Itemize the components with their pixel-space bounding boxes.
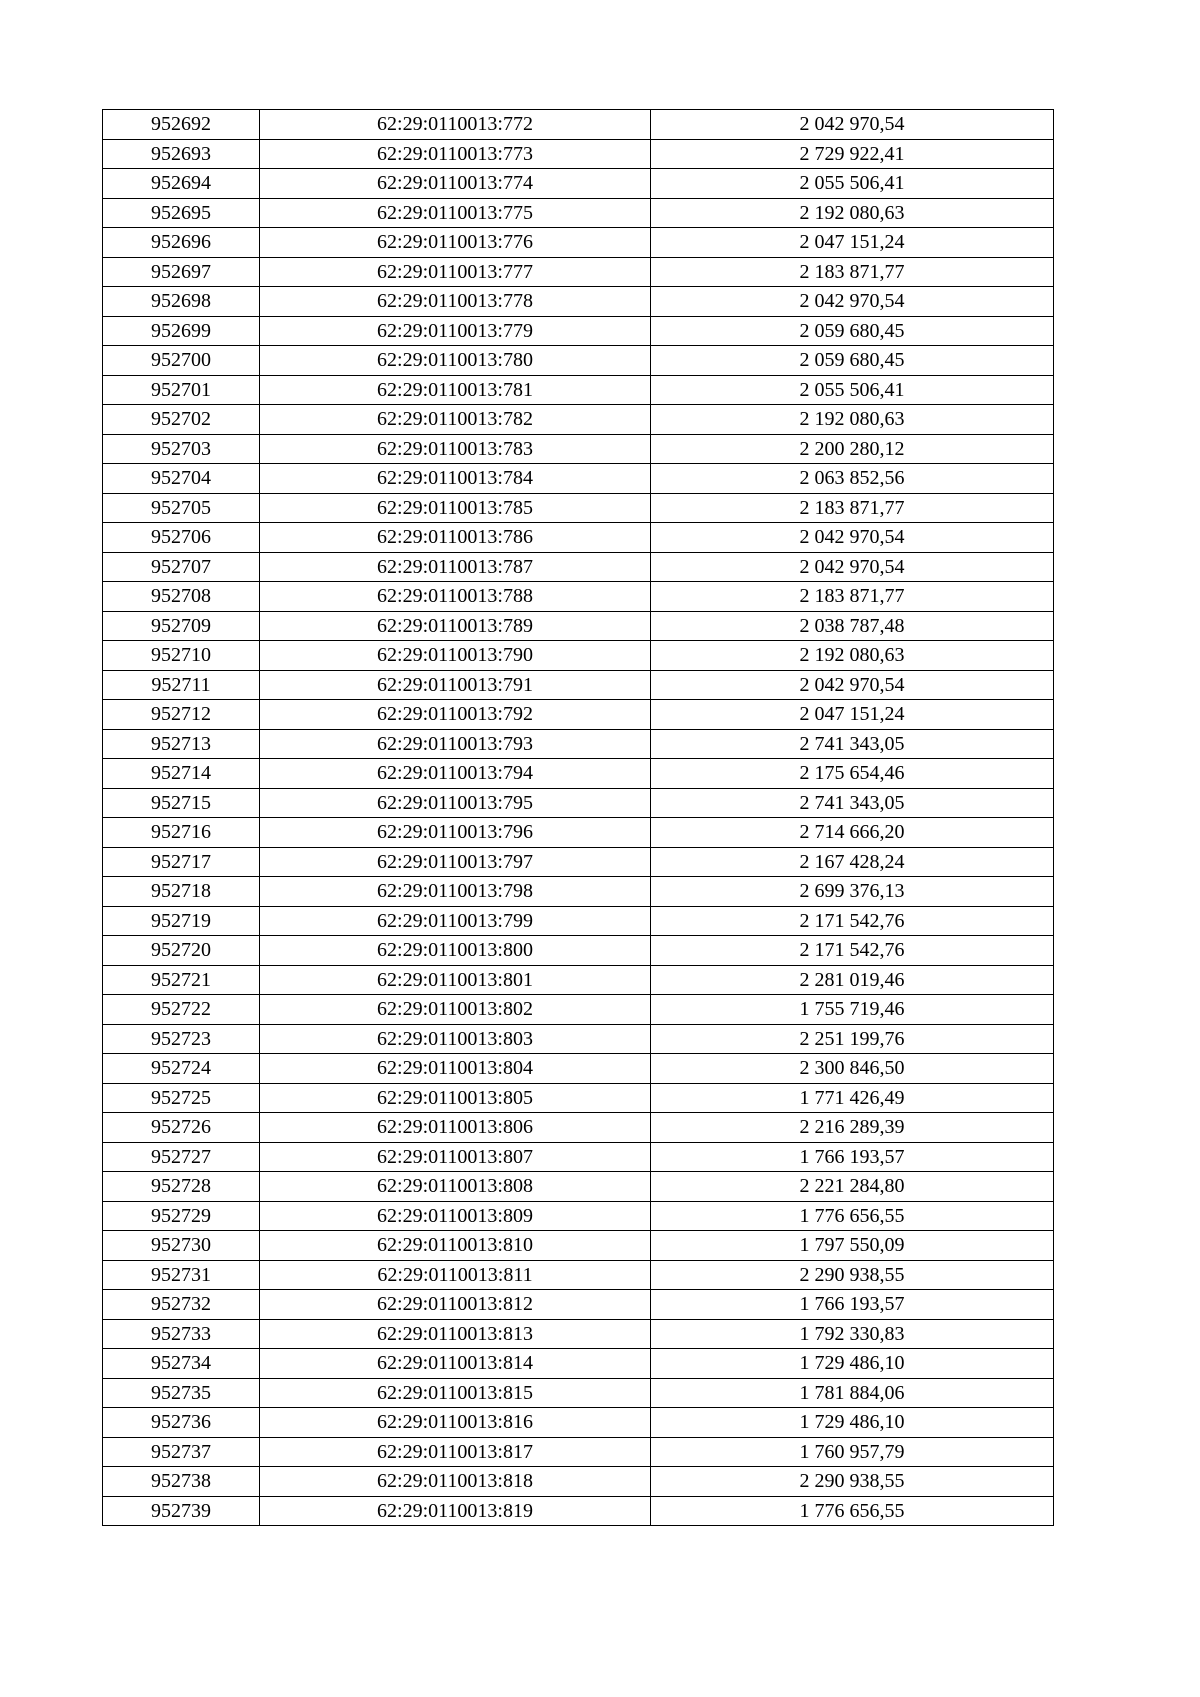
cadastral-value-cell: 1 776 656,55	[651, 1201, 1054, 1231]
cadastral-number-cell: 62:29:0110013:788	[260, 582, 651, 612]
table-row	[103, 1408, 1054, 1438]
row-number-cell: 952721	[103, 965, 260, 995]
table-row	[103, 670, 1054, 700]
table-row	[103, 1201, 1054, 1231]
table-row	[103, 818, 1054, 848]
table-row	[103, 405, 1054, 435]
row-number-cell: 952738	[103, 1467, 260, 1497]
row-number-cell: 952714	[103, 759, 260, 789]
cadastral-number-cell: 62:29:0110013:776	[260, 228, 651, 258]
cadastral-number-cell: 62:29:0110013:772	[260, 110, 651, 140]
cadastral-value-cell: 2 251 199,76	[651, 1024, 1054, 1054]
table-row	[103, 1083, 1054, 1113]
table-row	[103, 1349, 1054, 1379]
cadastral-value-cell: 2 171 542,76	[651, 906, 1054, 936]
cadastral-number-cell: 62:29:0110013:791	[260, 670, 651, 700]
cadastral-value-cell: 1 792 330,83	[651, 1319, 1054, 1349]
cadastral-number-cell: 62:29:0110013:806	[260, 1113, 651, 1143]
cadastral-number-cell: 62:29:0110013:787	[260, 552, 651, 582]
table-row	[103, 611, 1054, 641]
cadastral-number-cell: 62:29:0110013:804	[260, 1054, 651, 1084]
cadastral-value-cell: 2 741 343,05	[651, 729, 1054, 759]
table-row	[103, 1113, 1054, 1143]
row-number-cell: 952736	[103, 1408, 260, 1438]
row-number-cell: 952709	[103, 611, 260, 641]
cadastral-number-cell: 62:29:0110013:790	[260, 641, 651, 671]
row-number-cell: 952707	[103, 552, 260, 582]
table-row	[103, 995, 1054, 1025]
row-number-cell: 952693	[103, 139, 260, 169]
row-number-cell: 952697	[103, 257, 260, 287]
cadastral-value-cell: 2 183 871,77	[651, 582, 1054, 612]
table-row	[103, 257, 1054, 287]
row-number-cell: 952702	[103, 405, 260, 435]
table-row	[103, 169, 1054, 199]
cadastral-value-cell: 2 055 506,41	[651, 169, 1054, 199]
cadastral-value-cell: 1 729 486,10	[651, 1349, 1054, 1379]
row-number-cell: 952713	[103, 729, 260, 759]
cadastral-number-cell: 62:29:0110013:789	[260, 611, 651, 641]
row-number-cell: 952730	[103, 1231, 260, 1261]
cadastral-number-cell: 62:29:0110013:777	[260, 257, 651, 287]
table-row	[103, 523, 1054, 553]
cadastral-number-cell: 62:29:0110013:810	[260, 1231, 651, 1261]
table-row	[103, 1024, 1054, 1054]
cadastral-number-cell: 62:29:0110013:794	[260, 759, 651, 789]
cadastral-value-cell: 2 055 506,41	[651, 375, 1054, 405]
table-row	[103, 316, 1054, 346]
row-number-cell: 952733	[103, 1319, 260, 1349]
table-row	[103, 936, 1054, 966]
table-row	[103, 1467, 1054, 1497]
row-number-cell: 952704	[103, 464, 260, 494]
cadastral-number-cell: 62:29:0110013:784	[260, 464, 651, 494]
cadastral-value-cell: 2 042 970,54	[651, 552, 1054, 582]
cadastral-number-cell: 62:29:0110013:808	[260, 1172, 651, 1202]
cadastral-value-cell: 2 699 376,13	[651, 877, 1054, 907]
row-number-cell: 952710	[103, 641, 260, 671]
row-number-cell: 952705	[103, 493, 260, 523]
row-number-cell: 952701	[103, 375, 260, 405]
table-row	[103, 759, 1054, 789]
cadastral-value-cell: 2 300 846,50	[651, 1054, 1054, 1084]
table-row	[103, 906, 1054, 936]
table-row	[103, 788, 1054, 818]
cadastral-number-cell: 62:29:0110013:807	[260, 1142, 651, 1172]
table-row	[103, 582, 1054, 612]
cadastral-value-cell: 2 042 970,54	[651, 287, 1054, 317]
table-row	[103, 1378, 1054, 1408]
cadastral-value-cell: 2 059 680,45	[651, 316, 1054, 346]
cadastral-number-cell: 62:29:0110013:805	[260, 1083, 651, 1113]
table-row	[103, 464, 1054, 494]
table-row	[103, 287, 1054, 317]
cadastral-value-cell: 1 797 550,09	[651, 1231, 1054, 1261]
table-row	[103, 493, 1054, 523]
row-number-cell: 952720	[103, 936, 260, 966]
table-row	[103, 139, 1054, 169]
table-row	[103, 877, 1054, 907]
table-row	[103, 375, 1054, 405]
cadastral-number-cell: 62:29:0110013:795	[260, 788, 651, 818]
cadastral-number-cell: 62:29:0110013:803	[260, 1024, 651, 1054]
table-row	[103, 228, 1054, 258]
table-row	[103, 641, 1054, 671]
cadastral-number-cell: 62:29:0110013:798	[260, 877, 651, 907]
cadastral-number-cell: 62:29:0110013:816	[260, 1408, 651, 1438]
row-number-cell: 952708	[103, 582, 260, 612]
row-number-cell: 952698	[103, 287, 260, 317]
cadastral-number-cell: 62:29:0110013:802	[260, 995, 651, 1025]
cadastral-number-cell: 62:29:0110013:796	[260, 818, 651, 848]
table-row	[103, 729, 1054, 759]
row-number-cell: 952719	[103, 906, 260, 936]
table-row	[103, 847, 1054, 877]
row-number-cell: 952725	[103, 1083, 260, 1113]
cadastral-value-cell: 2 175 654,46	[651, 759, 1054, 789]
cadastral-value-cell: 2 183 871,77	[651, 257, 1054, 287]
cadastral-value-cell: 2 038 787,48	[651, 611, 1054, 641]
table-row	[103, 1231, 1054, 1261]
cadastral-number-cell: 62:29:0110013:811	[260, 1260, 651, 1290]
cadastral-value-cell: 2 192 080,63	[651, 198, 1054, 228]
cadastral-value-cell: 2 192 080,63	[651, 641, 1054, 671]
cadastral-number-cell: 62:29:0110013:792	[260, 700, 651, 730]
cadastral-number-cell: 62:29:0110013:814	[260, 1349, 651, 1379]
table-row	[103, 1142, 1054, 1172]
cadastral-value-cell: 2 714 666,20	[651, 818, 1054, 848]
row-number-cell: 952735	[103, 1378, 260, 1408]
table-row	[103, 1260, 1054, 1290]
row-number-cell: 952706	[103, 523, 260, 553]
cadastral-value-cell: 2 290 938,55	[651, 1260, 1054, 1290]
cadastral-value-cell: 1 771 426,49	[651, 1083, 1054, 1113]
table-row	[103, 1437, 1054, 1467]
cadastral-value-cell: 2 221 284,80	[651, 1172, 1054, 1202]
cadastral-value-table	[102, 109, 1054, 1526]
row-number-cell: 952731	[103, 1260, 260, 1290]
cadastral-value-cell: 2 200 280,12	[651, 434, 1054, 464]
cadastral-number-cell: 62:29:0110013:801	[260, 965, 651, 995]
table-row	[103, 1054, 1054, 1084]
table-row	[103, 1319, 1054, 1349]
cadastral-number-cell: 62:29:0110013:800	[260, 936, 651, 966]
row-number-cell: 952724	[103, 1054, 260, 1084]
row-number-cell: 952696	[103, 228, 260, 258]
row-number-cell: 952727	[103, 1142, 260, 1172]
cadastral-number-cell: 62:29:0110013:782	[260, 405, 651, 435]
cadastral-number-cell: 62:29:0110013:793	[260, 729, 651, 759]
cadastral-value-cell: 2 042 970,54	[651, 670, 1054, 700]
cadastral-number-cell: 62:29:0110013:781	[260, 375, 651, 405]
row-number-cell: 952700	[103, 346, 260, 376]
row-number-cell: 952722	[103, 995, 260, 1025]
cadastral-value-cell: 1 766 193,57	[651, 1290, 1054, 1320]
table-row	[103, 552, 1054, 582]
cadastral-number-cell: 62:29:0110013:786	[260, 523, 651, 553]
cadastral-number-cell: 62:29:0110013:778	[260, 287, 651, 317]
row-number-cell: 952699	[103, 316, 260, 346]
cadastral-value-cell: 1 766 193,57	[651, 1142, 1054, 1172]
cadastral-value-cell: 2 729 922,41	[651, 139, 1054, 169]
row-number-cell: 952732	[103, 1290, 260, 1320]
cadastral-number-cell: 62:29:0110013:817	[260, 1437, 651, 1467]
cadastral-number-cell: 62:29:0110013:775	[260, 198, 651, 228]
table-row	[103, 1172, 1054, 1202]
cadastral-number-cell: 62:29:0110013:809	[260, 1201, 651, 1231]
row-number-cell: 952712	[103, 700, 260, 730]
row-number-cell: 952739	[103, 1496, 260, 1526]
cadastral-number-cell: 62:29:0110013:785	[260, 493, 651, 523]
cadastral-number-cell: 62:29:0110013:815	[260, 1378, 651, 1408]
cadastral-number-cell: 62:29:0110013:799	[260, 906, 651, 936]
cadastral-number-cell: 62:29:0110013:813	[260, 1319, 651, 1349]
cadastral-value-cell: 1 729 486,10	[651, 1408, 1054, 1438]
cadastral-value-cell: 2 059 680,45	[651, 346, 1054, 376]
row-number-cell: 952718	[103, 877, 260, 907]
cadastral-value-cell: 1 755 719,46	[651, 995, 1054, 1025]
cadastral-number-cell: 62:29:0110013:779	[260, 316, 651, 346]
cadastral-value-cell: 2 216 289,39	[651, 1113, 1054, 1143]
cadastral-value-cell: 2 167 428,24	[651, 847, 1054, 877]
cadastral-number-cell: 62:29:0110013:780	[260, 346, 651, 376]
cadastral-number-cell: 62:29:0110013:819	[260, 1496, 651, 1526]
cadastral-value-cell: 1 776 656,55	[651, 1496, 1054, 1526]
table-row	[103, 346, 1054, 376]
row-number-cell: 952728	[103, 1172, 260, 1202]
cadastral-value-cell: 2 183 871,77	[651, 493, 1054, 523]
cadastral-number-cell: 62:29:0110013:818	[260, 1467, 651, 1497]
cadastral-value-cell: 2 047 151,24	[651, 700, 1054, 730]
row-number-cell: 952723	[103, 1024, 260, 1054]
row-number-cell: 952716	[103, 818, 260, 848]
row-number-cell: 952734	[103, 1349, 260, 1379]
cadastral-value-cell: 2 063 852,56	[651, 464, 1054, 494]
table-row	[103, 434, 1054, 464]
row-number-cell: 952726	[103, 1113, 260, 1143]
table-body	[103, 110, 1054, 1526]
row-number-cell: 952711	[103, 670, 260, 700]
table-row	[103, 700, 1054, 730]
row-number-cell: 952694	[103, 169, 260, 199]
table-row	[103, 110, 1054, 140]
cadastral-value-cell: 2 281 019,46	[651, 965, 1054, 995]
cadastral-number-cell: 62:29:0110013:797	[260, 847, 651, 877]
cadastral-value-cell: 2 192 080,63	[651, 405, 1054, 435]
cadastral-value-cell: 2 047 151,24	[651, 228, 1054, 258]
cadastral-value-cell: 2 290 938,55	[651, 1467, 1054, 1497]
row-number-cell: 952737	[103, 1437, 260, 1467]
cadastral-value-cell: 1 760 957,79	[651, 1437, 1054, 1467]
cadastral-number-cell: 62:29:0110013:774	[260, 169, 651, 199]
table-row	[103, 1496, 1054, 1526]
cadastral-value-cell: 2 741 343,05	[651, 788, 1054, 818]
cadastral-value-cell: 2 171 542,76	[651, 936, 1054, 966]
cadastral-number-cell: 62:29:0110013:773	[260, 139, 651, 169]
table-row	[103, 965, 1054, 995]
row-number-cell: 952717	[103, 847, 260, 877]
row-number-cell: 952695	[103, 198, 260, 228]
cadastral-number-cell: 62:29:0110013:783	[260, 434, 651, 464]
cadastral-value-cell: 2 042 970,54	[651, 110, 1054, 140]
row-number-cell: 952703	[103, 434, 260, 464]
row-number-cell: 952715	[103, 788, 260, 818]
table-row	[103, 198, 1054, 228]
cadastral-number-cell: 62:29:0110013:812	[260, 1290, 651, 1320]
cadastral-value-cell: 2 042 970,54	[651, 523, 1054, 553]
row-number-cell: 952692	[103, 110, 260, 140]
table-row	[103, 1290, 1054, 1320]
cadastral-value-cell: 1 781 884,06	[651, 1378, 1054, 1408]
row-number-cell: 952729	[103, 1201, 260, 1231]
